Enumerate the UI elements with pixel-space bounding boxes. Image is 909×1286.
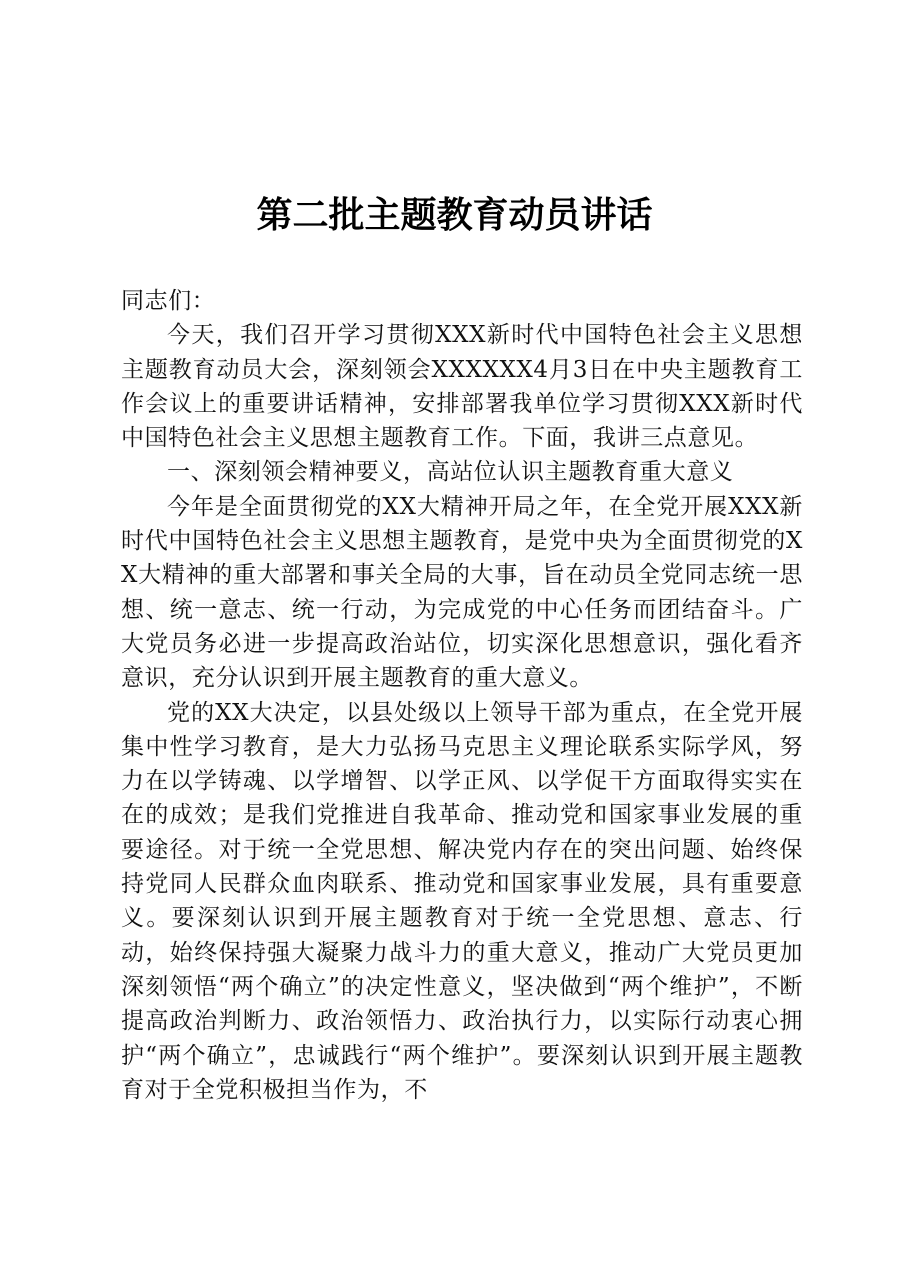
paragraph-significance: 今年是全面贯彻党的XX大精神开局之年，在全党开展XXX新时代中国特色社会主义思想主题教育，是党中央为全面贯彻党的XX大精神的重大部署和事关全局的大事，旨在动员全党同志统一思想、统一意志、统一行动，为完成党的中心任务而团结奋斗。广大党员务必进一步提高政治站位，切实深化思想意识，强化看齐意识，充分认识到开展主题教育的重大意义。	[121, 493, 803, 692]
salutation: 同志们：	[121, 288, 216, 314]
paragraph-intro: 今天，我们召开学习贯彻XXX新时代中国特色社会主义思想主题教育动员大会，深刻领会XXXXXX4月3日在中央主题教育工作会议上的重要讲话精神，安排部署我单位学习贯彻XXX新时代中国特色社会主义思想主题教育工作。下面，我讲三点意见。	[121, 322, 803, 452]
document-title: 第二批主题教育动员讲话	[256, 194, 653, 236]
section-heading-1: 一、深刻领会精神要义，高站位认识主题教育重大意义	[167, 459, 734, 486]
paragraph-decision: 党的XX大决定，以县处级以上领导干部为重点，在全党开展集中性学习教育，是大力弘扬马克思主义理论联系实际学风，努力在以学铸魂、以学增智、以学正风、以学促干方面取得实实在在的成效；是我们党推进自我革命、推动党和国家事业发展的重要途径。对于统一全党思想、解决党内存在的突出问题、始终保持党同人民群众血肉联系、推动党和国家事业发展，具有重要意义。要深刻认识到开展主题教育对于统一全党思想、意志、行动，始终保持强大凝聚力战斗力的重大意义，推动广大党员更加深刻领悟“两个确立”的决定性意义，坚决做到“两个维护”，不断提高政治判断力、政治领悟力、政治执行力，以实际行动衷心拥护“两个确立”，忠诚践行“两个维护”。要深刻认识到开展主题教育对于全党积极担当作为，不	[121, 699, 803, 1103]
document-body	[121, 284, 803, 1107]
